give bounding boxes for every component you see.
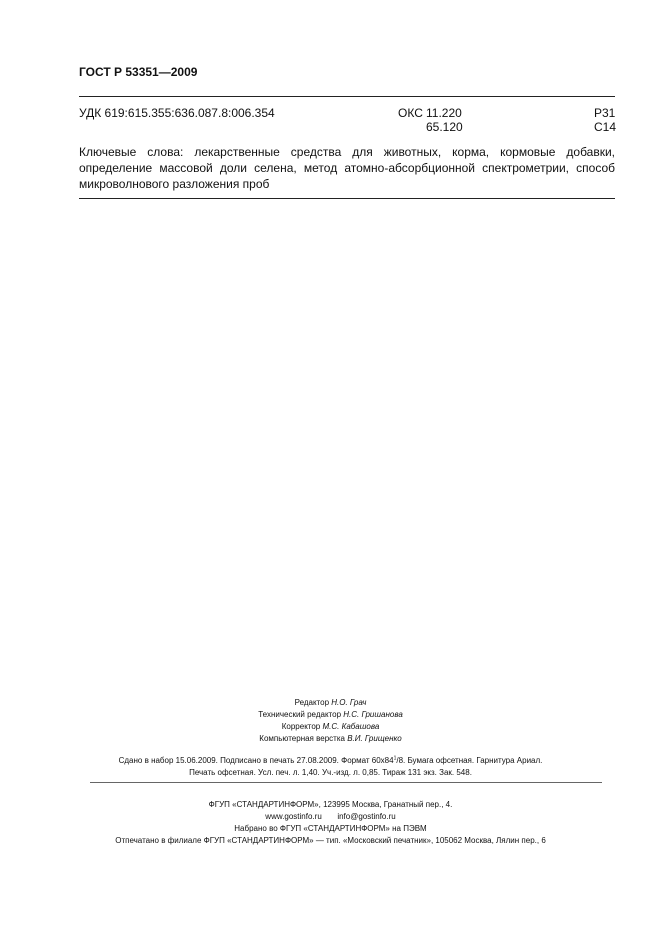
- print-details-part-b: . Бумага офсетная. Гарнитура Ариал.: [403, 756, 543, 765]
- header-divider: [79, 96, 615, 97]
- print-details-part-a: Сдано в набор 15.06.2009. Подписано в печать 27.08.2009. Формат 60х84: [118, 756, 394, 765]
- format-superscript: 1: [393, 755, 397, 762]
- standard-number: ГОСТ Р 53351—2009: [79, 65, 198, 79]
- corrector-line: [0, 721, 661, 733]
- layout-line: [0, 733, 661, 745]
- imprint-divider: [90, 782, 602, 783]
- group-code-2: С14: [594, 120, 617, 134]
- typeset-note: Набрано во ФГУП «СТАНДАРТИНФОРМ» на ПЭВМ: [234, 824, 427, 833]
- corrector-label: Корректор: [281, 722, 321, 731]
- tech-editor-line: [0, 709, 661, 721]
- tech-editor-label: Технический редактор: [258, 710, 342, 719]
- keywords-divider: [79, 198, 615, 199]
- oks-code-2: 65.120: [426, 120, 463, 134]
- publisher-contacts: [0, 811, 661, 823]
- editor-line: [0, 697, 661, 709]
- publisher-email: info@gostinfo.ru: [337, 812, 396, 821]
- printed-note: Отпечатано в филиале ФГУП «СТАНДАРТИНФОРМ» — тип. «Московский печатник», 105062 Москва, Лялин пер., 6: [115, 836, 546, 845]
- publisher-address: ФГУП «СТАНДАРТИНФОРМ», 123995 Москва, Гранатный пер., 4.: [208, 800, 453, 809]
- publisher-website: www.gostinfo.ru: [265, 812, 322, 821]
- editor-label: Редактор: [294, 698, 330, 707]
- udk-code: УДК 619:615.355:636.087.8:006.354: [79, 106, 275, 120]
- tech-editor-name: Н.С. Гришанова: [343, 710, 403, 719]
- print-details-line-1: [0, 755, 661, 767]
- group-code-1: Р31: [594, 106, 616, 120]
- layout-name: В.И. Грищенко: [347, 734, 402, 743]
- keywords-paragraph: Ключевые слова: лекарственные средства для животных, корма, кормовые добавки, определение массовой доли селена, метод атомно-абсорбционной спектрометрии, способ микроволнового разложения проб: [79, 145, 615, 191]
- print-details-line-2: Печать офсетная. Усл. печ. л. 1,40. Уч.-изд. л. 0,85. Тираж 131 экз. Зак. 548.: [189, 768, 472, 777]
- oks-code-1: 11.220: [426, 106, 462, 120]
- editor-name: Н.О. Грач: [331, 698, 367, 707]
- oks-label: ОКС: [398, 106, 423, 120]
- corrector-name: М.С. Кабашова: [322, 722, 380, 731]
- format-denominator: /8: [396, 756, 404, 765]
- layout-label: Компьютерная верстка: [259, 734, 345, 743]
